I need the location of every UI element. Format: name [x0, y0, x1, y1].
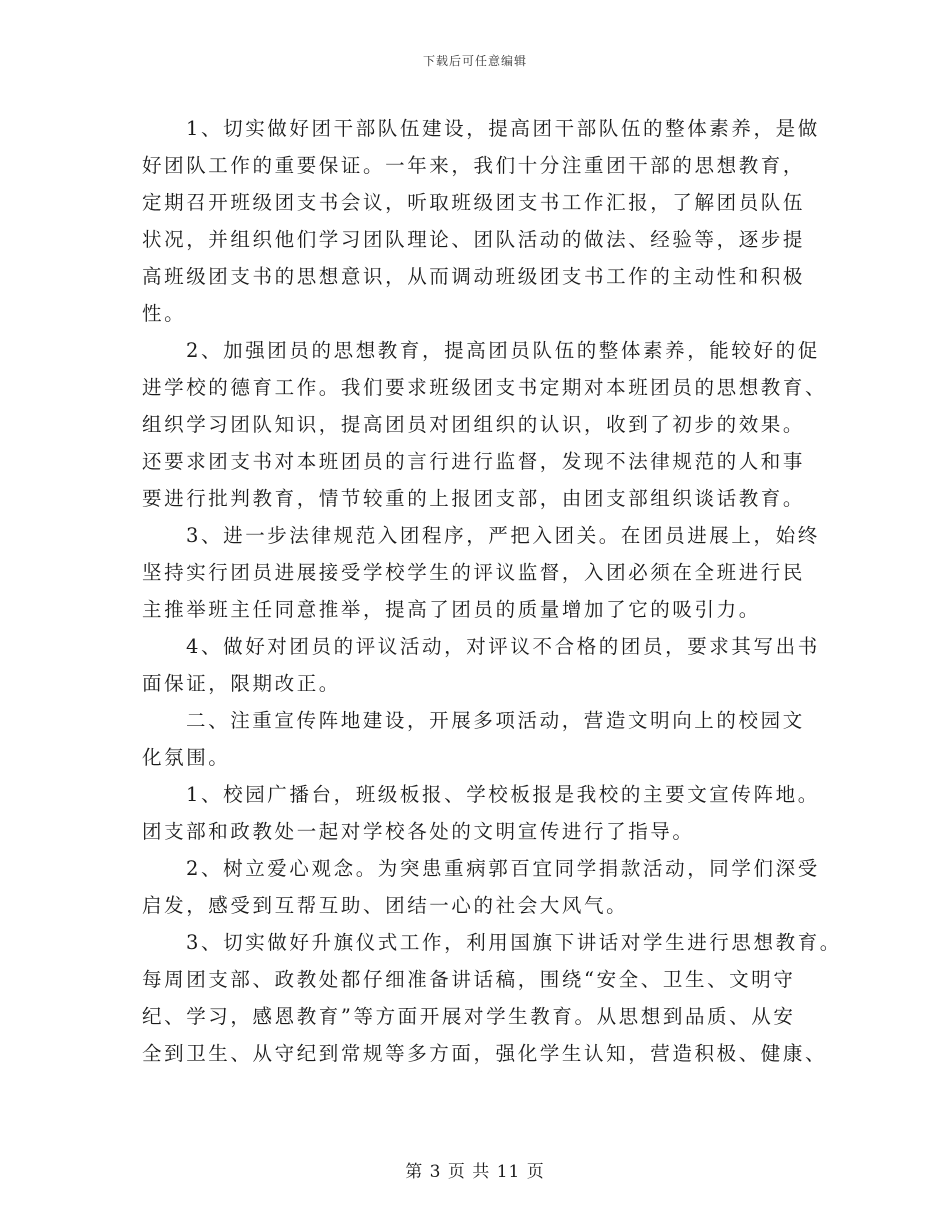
paragraph-line: 状况，并组织他们学习团队理论、团队活动的做法、经验等，逐步提 [142, 228, 806, 251]
paragraph-line: 4、做好对团员的评议活动，对评议不合格的团员，要求其写出书 [186, 635, 820, 658]
paragraph-line: 2、树立爱心观念。为突患重病郭百宜同学捐款活动，同学们深受 [186, 857, 820, 880]
section-heading-line: 化氛围。 [142, 746, 231, 769]
paragraph-line: 3、切实做好升旗仪式工作，利用国旗下讲话对学生进行思想教育。 [186, 931, 842, 954]
paragraph-line: 3、进一步法律规范入团程序，严把入团关。在团员进展上，始终 [186, 524, 820, 547]
paragraph-line: 组织学习团队知识，提高团员对团组织的认识，收到了初步的效果。 [142, 413, 806, 436]
paragraph-line: 1、校园广播台，班级板报、学校板报是我校的主要文宣传阵地。 [186, 783, 820, 806]
page-header: 下载后可任意编辑 [422, 54, 527, 68]
paragraph-line: 1、切实做好团干部队伍建设，提高团干部队伍的整体素养，是做 [186, 117, 820, 140]
paragraph-line: 还要求团支书对本班团员的言行进行监督，发现不法律规范的人和事 [142, 450, 806, 473]
paragraph-line: 高班级团支书的思想意识，从而调动班级团支书工作的主动性和积极 [142, 265, 806, 288]
paragraph-line: 团支部和政教处一起对学校各处的文明宣传进行了指导。 [142, 820, 695, 843]
paragraph-line: 全到卫生、从守纪到常规等多方面，强化学生认知，营造积极、健康、 [142, 1042, 828, 1065]
section-heading-line: 二、注重宣传阵地建设，开展多项活动，营造文明向上的校园文 [186, 709, 805, 732]
paragraph-line: 启发，感受到互帮互助、团结一心的社会大风气。 [142, 894, 629, 917]
paragraph-line: 进学校的德育工作。我们要求班级团支书定期对本班团员的思想教育、 [142, 376, 828, 399]
paragraph-line: 要进行批判教育，情节较重的上报团支部，由团支部组织谈话教育。 [142, 487, 806, 510]
document-body [142, 110, 842, 1072]
paragraph-line: 好团队工作的重要保证。一年来，我们十分注重团干部的思想教育， [142, 154, 806, 177]
paragraph-line: 每周团支部、政教处都仔细准备讲话稿，围绕“安全、卫生、文明守 [142, 968, 796, 991]
paragraph-line: 坚持实行团员进展接受学校学生的评议监督，入团必须在全班进行民 [142, 561, 806, 584]
paragraph-line: 定期召开班级团支书会议，听取班级团支书工作汇报，了解团员队伍 [142, 191, 806, 214]
paragraph-line: 主推举班主任同意推举，提高了团员的质量增加了它的吸引力。 [142, 598, 761, 621]
paragraph-line: 2、加强团员的思想教育，提高团员队伍的整体素养，能较好的促 [186, 339, 820, 362]
paragraph-line: 纪、学习，感恩教育”等方面开展对学生教育。从思想到品质、从安 [142, 1005, 796, 1028]
paragraph-line: 面保证，限期改正。 [142, 672, 341, 695]
page-number: 第 3 页 共 11 页 [405, 1162, 545, 1182]
paragraph-line: 性。 [142, 302, 187, 325]
